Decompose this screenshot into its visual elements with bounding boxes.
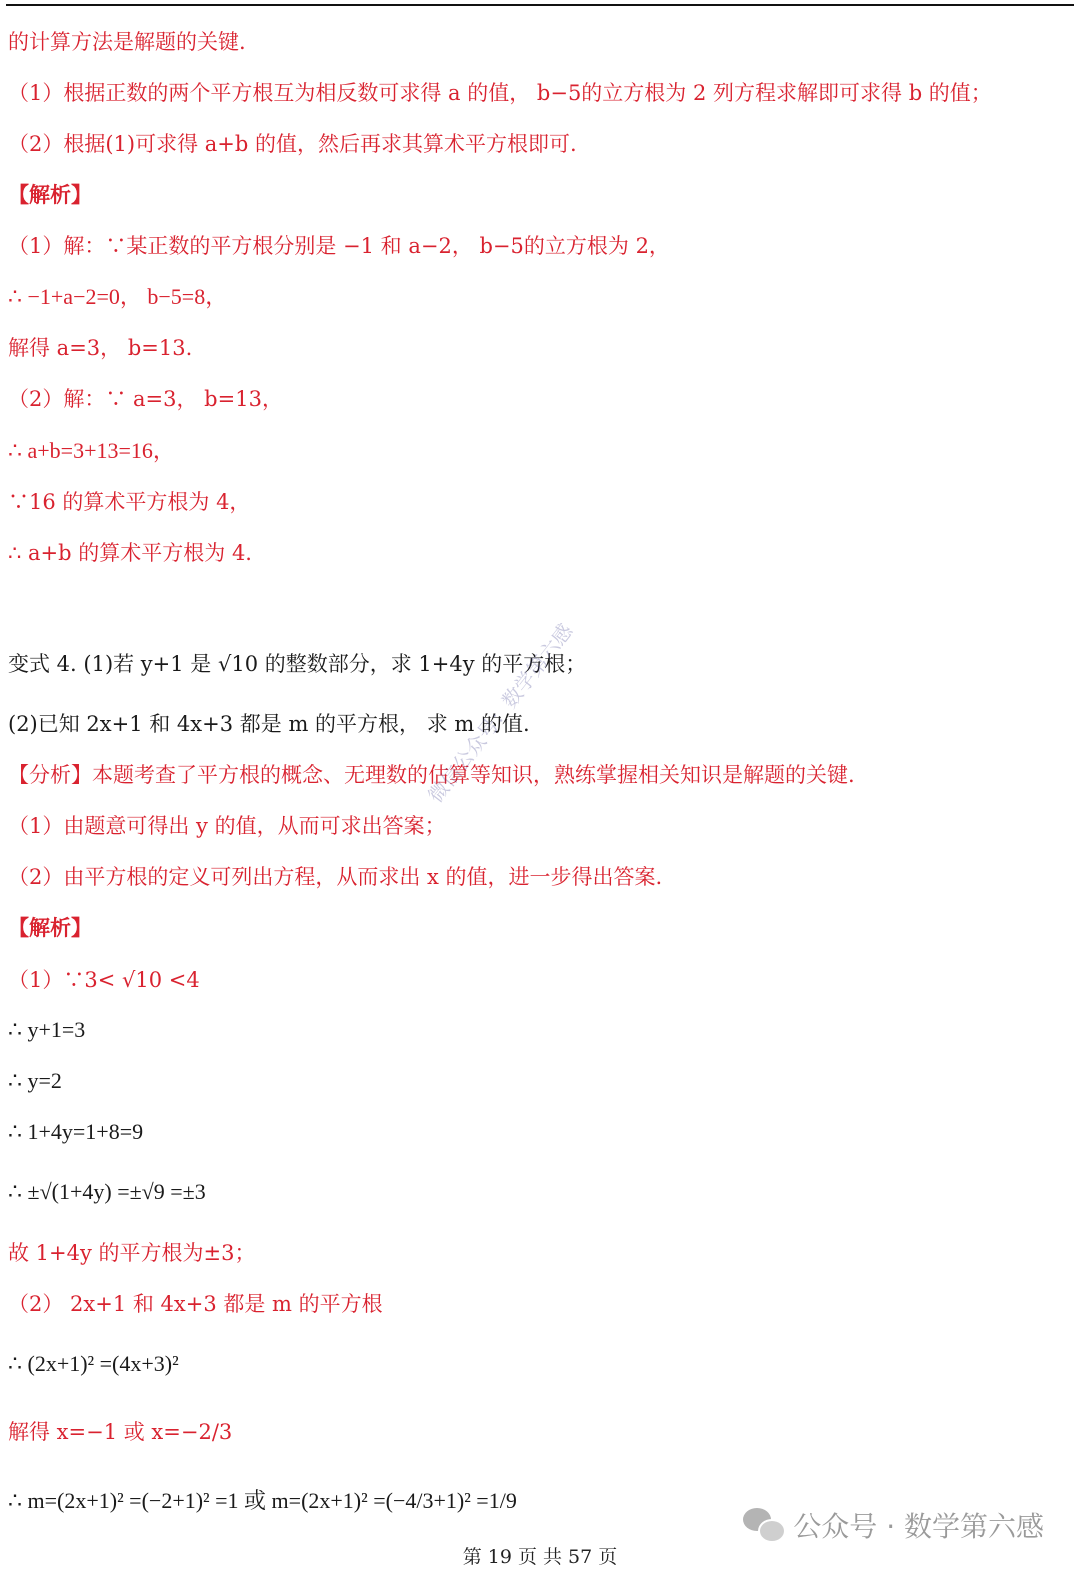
text-line: （1）由题意可得出 y 的值，从而可求出答案； <box>8 814 446 838</box>
text-line: （2）由平方根的定义可列出方程，从而求出 x 的值，进一步得出答案. <box>8 865 663 889</box>
text-line: （2）根据(1)可求得 a+b 的值，然后再求其算术平方根即可. <box>8 132 577 156</box>
text-line: ∴ (2x+1)² =(4x+3)² <box>8 1351 179 1376</box>
text-line: ∴ m=(2x+1)² =(−2+1)² =1 或 m=(2x+1)² =(−4/3+1)² =1/9 <box>8 1488 517 1513</box>
text-line: 【解析】 <box>8 182 92 207</box>
text-line: ∴ −1+a−2=0， b−5=8， <box>8 284 228 309</box>
text-line: 故 1+4y 的平方根为±3； <box>8 1241 256 1265</box>
text-line: ∴ ±√(1+4y) =±√9 =±3 <box>8 1179 206 1204</box>
brand-label: 公众号 · 数学第六感 <box>793 1510 1044 1543</box>
text-line: 解得 a=3， b=13. <box>8 336 193 360</box>
text-line: 【分析】本题考查了平方根的概念、无理数的估算等知识，熟练掌握相关知识是解题的关键. <box>8 763 855 787</box>
text-line: ∴ y=2 <box>8 1068 62 1093</box>
text-line: 的计算方法是解题的关键. <box>8 30 246 54</box>
top-rule <box>6 4 1074 6</box>
text-line: ∵16 的算术平方根为 4， <box>8 490 251 514</box>
text-line: （1）∵3< √10 <4 <box>8 968 200 992</box>
text-line: 【解析】 <box>8 915 92 940</box>
text-line: （2）解：∵ a=3， b=13， <box>8 387 283 411</box>
text-line: (2)已知 2x+1 和 4x+3 都是 m 的平方根， 求 m 的值. <box>8 712 530 736</box>
text-line: ∴ y+1=3 <box>8 1017 86 1042</box>
wechat-icon <box>743 1508 785 1542</box>
text-line: ∴ a+b=3+13=16， <box>8 438 175 463</box>
text-line: ∴ 1+4y=1+8=9 <box>8 1119 144 1144</box>
text-line: （2） 2x+1 和 4x+3 都是 m 的平方根 <box>8 1292 383 1316</box>
page-number: 第 19 页 共 57 页 <box>462 1546 618 1568</box>
text-line: （1）根据正数的两个平方根互为相反数可求得 a 的值， b−5的立方根为 2 列方程求解即可求得 b 的值； <box>8 81 992 105</box>
text-line: 解得 x=−1 或 x=−2/3 <box>8 1420 233 1444</box>
text-line: ∴ a+b 的算术平方根为 4. <box>8 541 252 565</box>
watermark: 微信公众号：数学第六感 <box>423 619 578 808</box>
footer-brand <box>743 1505 1044 1545</box>
text-line: 变式 4. (1)若 y+1 是 √10 的整数部分，求 1+4y 的平方根； <box>8 652 587 676</box>
text-line: （1）解：∵某正数的平方根分别是 −1 和 a−2， b−5的立方根为 2， <box>8 234 670 258</box>
